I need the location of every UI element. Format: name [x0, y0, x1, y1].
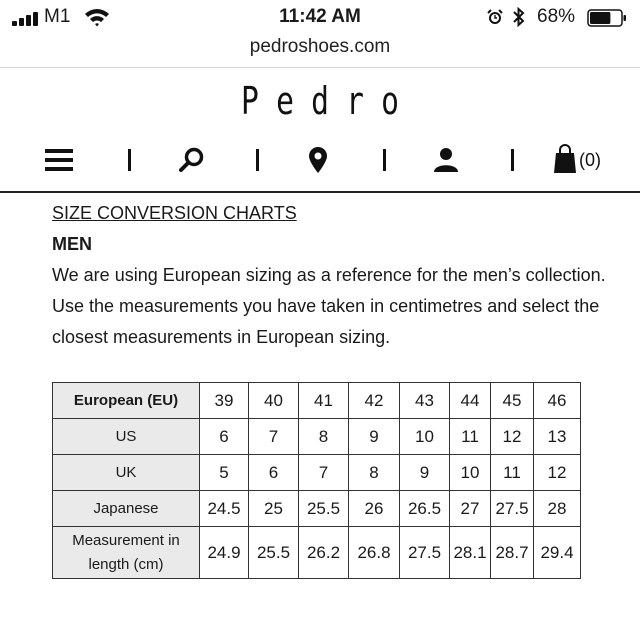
cart-count[interactable]: (0) [579, 150, 601, 170]
table-cell: 45 [491, 383, 534, 419]
table-cell: 25.5 [299, 491, 349, 527]
table-cell: 5 [200, 455, 249, 491]
size-conversion-table [52, 382, 581, 579]
table-cell: 28.1 [450, 527, 491, 579]
table-cell: 43 [400, 383, 450, 419]
account-icon[interactable] [432, 146, 460, 174]
table-cell: 12 [491, 419, 534, 455]
table-cell: 10 [400, 419, 450, 455]
alarm-icon [487, 9, 503, 25]
table-cell: 24.9 [200, 527, 249, 579]
table-cell: 27.5 [491, 491, 534, 527]
table-cell: 11 [450, 419, 491, 455]
search-icon[interactable] [178, 146, 206, 174]
carrier-name: M1 [44, 6, 71, 27]
table-cell: 46 [534, 383, 581, 419]
size-guide-content [52, 198, 612, 353]
row-header: European (EU) [53, 383, 200, 419]
nav-separator [511, 149, 514, 171]
battery-icon [587, 9, 627, 27]
battery-percent: 68% [537, 6, 576, 27]
nav-separator [256, 149, 259, 171]
row-header: US [53, 419, 200, 455]
address-bar-url[interactable]: pedroshoes.com [249, 36, 391, 57]
table-cell: 28.7 [491, 527, 534, 579]
header-divider [0, 191, 640, 193]
site-logo[interactable]: Pedro [241, 79, 417, 123]
table-cell: 10 [450, 455, 491, 491]
table-cell: 8 [349, 455, 400, 491]
nav-separator [383, 149, 386, 171]
divider [0, 67, 640, 68]
table-cell: 40 [249, 383, 299, 419]
table-cell: 41 [299, 383, 349, 419]
table-cell: 26.5 [400, 491, 450, 527]
size-conversion-charts-link[interactable]: SIZE CONVERSION CHARTS [52, 203, 297, 223]
menu-icon[interactable] [45, 146, 73, 174]
table-cell: 27 [450, 491, 491, 527]
clock: 11:42 AM [279, 6, 361, 27]
row-header [53, 527, 200, 579]
table-cell: 11 [491, 455, 534, 491]
row-header: Japanese [53, 491, 200, 527]
table-cell: 39 [200, 383, 249, 419]
table-cell: 25.5 [249, 527, 299, 579]
table-cell: 12 [534, 455, 581, 491]
table-cell: 24.5 [200, 491, 249, 527]
table-cell: 44 [450, 383, 491, 419]
cart-icon[interactable] [553, 144, 577, 174]
status-bar [0, 0, 640, 34]
location-icon[interactable] [307, 146, 329, 174]
table-cell: 42 [349, 383, 400, 419]
table-cell: 28 [534, 491, 581, 527]
table-cell: 6 [249, 455, 299, 491]
bluetooth-icon [512, 7, 526, 27]
table-cell: 26 [349, 491, 400, 527]
table-cell: 9 [400, 455, 450, 491]
table-cell: 7 [299, 455, 349, 491]
row-header: UK [53, 455, 200, 491]
table-row [53, 383, 581, 419]
table-row [53, 419, 581, 455]
table-cell: 25 [249, 491, 299, 527]
row-header-line: Measurement in [72, 531, 180, 549]
intro-paragraph: We are using European sizing as a reference for the men’s collection. [52, 265, 606, 285]
table-cell: 9 [349, 419, 400, 455]
category-heading: MEN [52, 234, 92, 254]
table-cell: 6 [200, 419, 249, 455]
nav-separator [128, 149, 131, 171]
table-cell: 29.4 [534, 527, 581, 579]
table-row [53, 491, 581, 527]
row-header-line: length (cm) [88, 555, 164, 573]
table-cell: 7 [249, 419, 299, 455]
table-cell: 26.2 [299, 527, 349, 579]
table-row [53, 527, 581, 579]
table-row [53, 455, 581, 491]
instructions-paragraph: Use the measurements you have taken in centimetres and select the closest measurements in European sizing. [52, 296, 600, 347]
table-cell: 26.8 [349, 527, 400, 579]
table-cell: 13 [534, 419, 581, 455]
table-cell: 27.5 [400, 527, 450, 579]
table-cell: 8 [299, 419, 349, 455]
